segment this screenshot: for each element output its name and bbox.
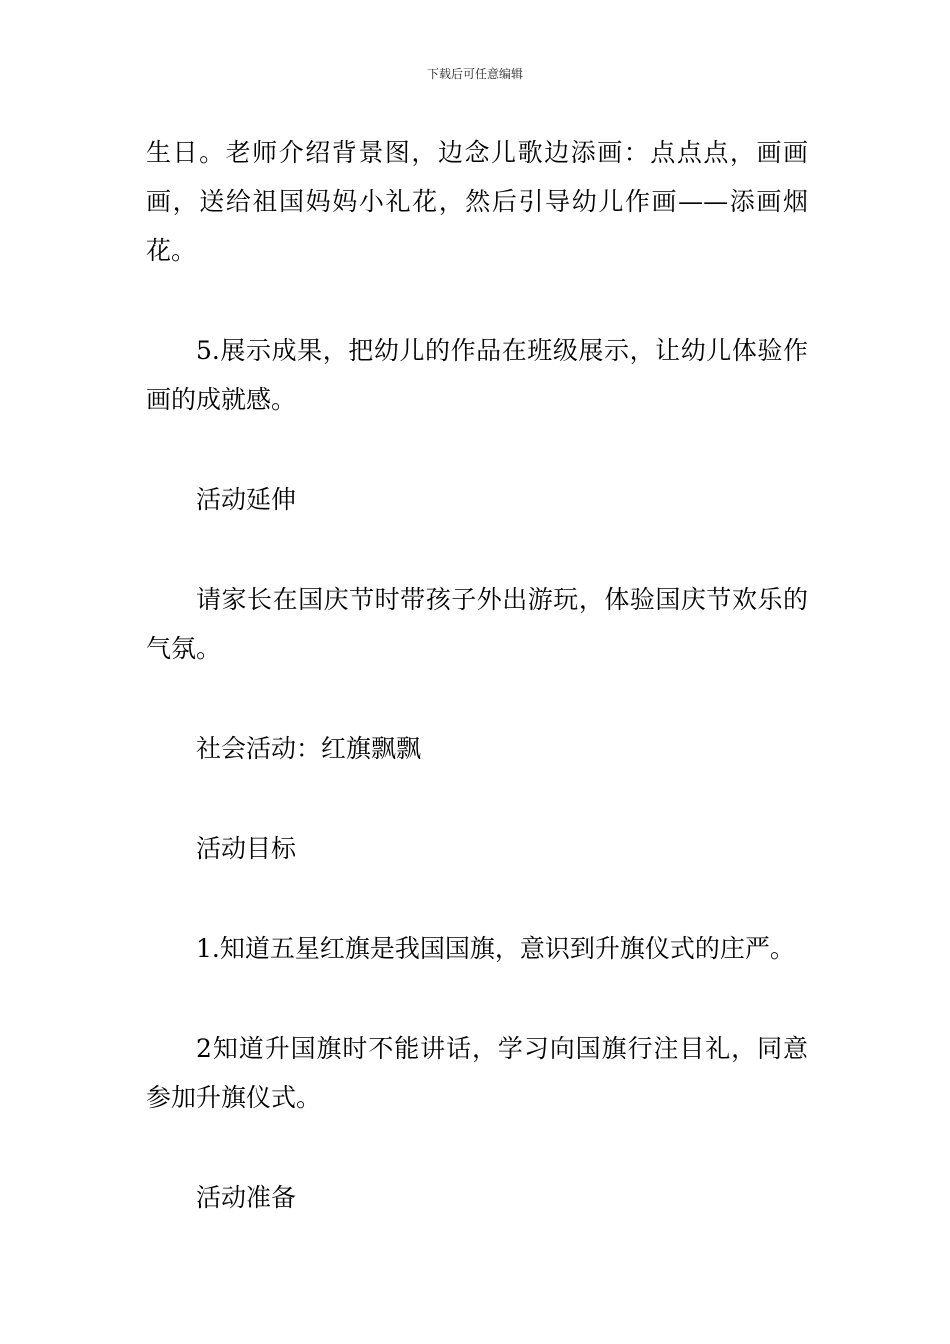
heading-activity-extension: 活动延伸 xyxy=(196,485,297,514)
document-body xyxy=(146,128,808,1222)
paragraph-continued-birthday: 生日。老师介绍背景图，边念儿歌边添画：点点点，画画画，送给祖国妈妈小礼花，然后引导幼儿作画——添画烟花。 xyxy=(146,138,808,265)
paragraph-parents-outing: 请家长在国庆节时带孩子外出游玩，体验国庆节欢乐的气氛。 xyxy=(146,585,808,663)
page-header-note: 下载后可任意编辑 xyxy=(426,67,523,81)
paragraph-step-5: 5.展示成果，把幼儿的作品在班级展示，让幼儿体验作画的成就感。 xyxy=(146,336,808,414)
heading-social-activity: 社会活动：红旗飘飘 xyxy=(196,734,422,763)
heading-activity-preparation: 活动准备 xyxy=(196,1183,297,1212)
paragraph-goal-2: 2知道升国旗时不能讲话，学习向国旗行注目礼，同意参加升旗仪式。 xyxy=(146,1034,808,1112)
paragraph-goal-1: 1.知道五星红旗是我国国旗，意识到升旗仪式的庄严。 xyxy=(196,934,795,963)
heading-activity-goals: 活动目标 xyxy=(196,834,297,863)
